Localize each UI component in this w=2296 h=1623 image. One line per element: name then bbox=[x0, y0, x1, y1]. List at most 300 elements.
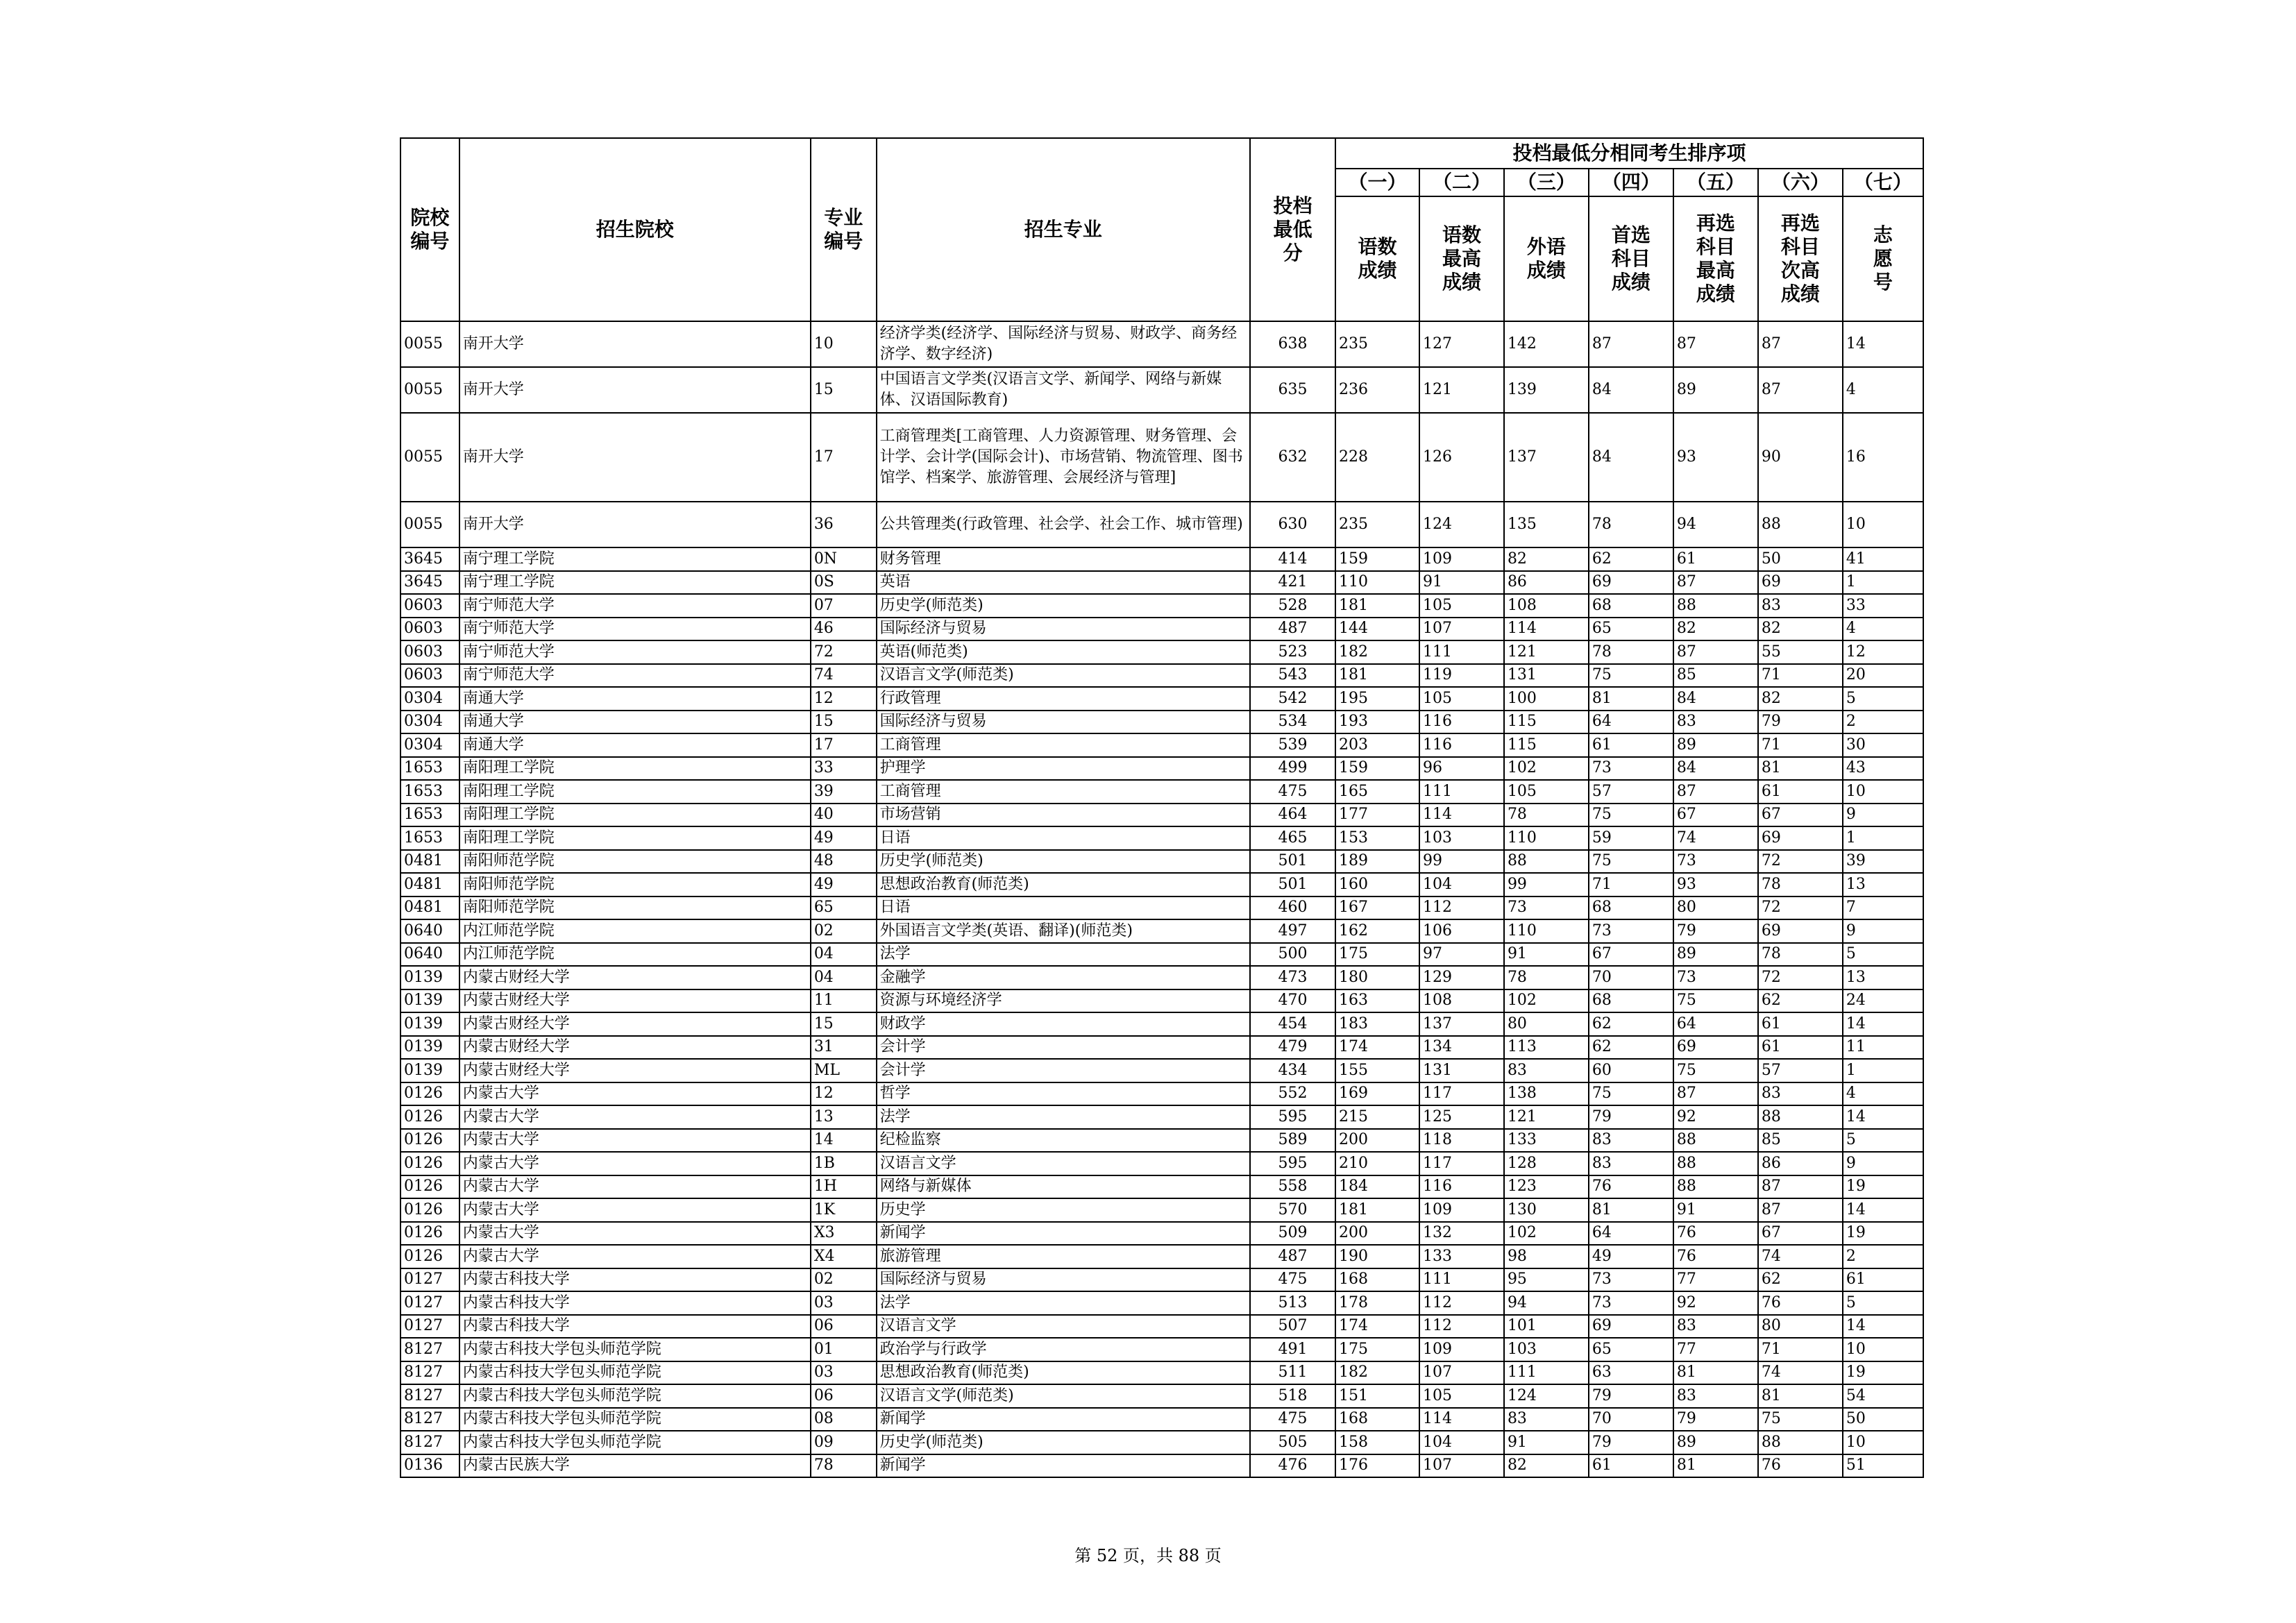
cell-school-name: 内蒙古财经大学 bbox=[459, 966, 811, 989]
cell-min-score: 518 bbox=[1250, 1384, 1335, 1408]
cell-school-code: 8127 bbox=[400, 1408, 459, 1431]
cell-major-name: 新闻学 bbox=[877, 1454, 1250, 1478]
cell-major-name: 法学 bbox=[877, 1291, 1250, 1315]
table-row bbox=[400, 1245, 1923, 1268]
cell-tiebreak-5: 89 bbox=[1673, 1431, 1758, 1454]
cell-tiebreak-4: 65 bbox=[1589, 1338, 1673, 1361]
cell-school-name: 南阳师范学院 bbox=[459, 897, 811, 920]
cell-school-code: 0304 bbox=[400, 711, 459, 734]
cell-school-code: 0481 bbox=[400, 897, 459, 920]
cell-tiebreak-7: 5 bbox=[1843, 687, 1923, 711]
cell-tiebreak-5: 77 bbox=[1673, 1338, 1758, 1361]
cell-min-score: 507 bbox=[1250, 1315, 1335, 1339]
cell-min-score: 497 bbox=[1250, 919, 1335, 943]
cell-min-score: 414 bbox=[1250, 547, 1335, 571]
cell-tiebreak-1: 236 bbox=[1335, 367, 1419, 413]
cell-tiebreak-6: 62 bbox=[1758, 1268, 1843, 1292]
cell-tiebreak-5: 88 bbox=[1673, 1152, 1758, 1175]
cell-tiebreak-6: 83 bbox=[1758, 1082, 1843, 1106]
header-min-score: 投档 最低 分 bbox=[1250, 138, 1335, 321]
cell-major-code: 01 bbox=[811, 1338, 877, 1361]
cell-school-name: 内蒙古大学 bbox=[459, 1175, 811, 1199]
table-row bbox=[400, 1082, 1923, 1106]
table-row bbox=[400, 1315, 1923, 1339]
cell-major-code: 11 bbox=[811, 989, 877, 1013]
cell-tiebreak-6: 87 bbox=[1758, 1198, 1843, 1222]
cell-tiebreak-4: 84 bbox=[1589, 413, 1673, 502]
table-row bbox=[400, 804, 1923, 827]
table-row bbox=[400, 1361, 1923, 1385]
cell-tiebreak-5: 92 bbox=[1673, 1291, 1758, 1315]
table-row bbox=[400, 826, 1923, 850]
cell-major-name: 日语 bbox=[877, 826, 1250, 850]
table-row bbox=[400, 1222, 1923, 1246]
cell-tiebreak-2: 103 bbox=[1419, 826, 1504, 850]
cell-tiebreak-6: 74 bbox=[1758, 1245, 1843, 1268]
cell-school-name: 内蒙古大学 bbox=[459, 1105, 811, 1129]
cell-school-code: 0126 bbox=[400, 1198, 459, 1222]
cell-tiebreak-3: 133 bbox=[1504, 1129, 1589, 1153]
cell-school-name: 南宁理工学院 bbox=[459, 547, 811, 571]
cell-tiebreak-5: 83 bbox=[1673, 1315, 1758, 1339]
cell-tiebreak-5: 87 bbox=[1673, 780, 1758, 804]
cell-tiebreak-5: 84 bbox=[1673, 687, 1758, 711]
cell-school-code: 0127 bbox=[400, 1268, 459, 1292]
cell-school-code: 3645 bbox=[400, 547, 459, 571]
cell-tiebreak-4: 70 bbox=[1589, 966, 1673, 989]
cell-school-code: 8127 bbox=[400, 1361, 459, 1385]
cell-tiebreak-3: 78 bbox=[1504, 966, 1589, 989]
cell-major-name: 英语 bbox=[877, 571, 1250, 595]
cell-tiebreak-4: 79 bbox=[1589, 1384, 1673, 1408]
cell-tiebreak-5: 84 bbox=[1673, 757, 1758, 781]
cell-tiebreak-6: 75 bbox=[1758, 1408, 1843, 1431]
cell-tiebreak-3: 86 bbox=[1504, 571, 1589, 595]
cell-tiebreak-6: 69 bbox=[1758, 919, 1843, 943]
cell-tiebreak-5: 80 bbox=[1673, 897, 1758, 920]
cell-major-code: 74 bbox=[811, 664, 877, 688]
table-row bbox=[400, 1129, 1923, 1153]
cell-tiebreak-2: 109 bbox=[1419, 1198, 1504, 1222]
cell-tiebreak-6: 67 bbox=[1758, 804, 1843, 827]
cell-tiebreak-5: 85 bbox=[1673, 664, 1758, 688]
cell-tiebreak-5: 87 bbox=[1673, 1082, 1758, 1106]
cell-school-code: 0126 bbox=[400, 1175, 459, 1199]
cell-tiebreak-1: 151 bbox=[1335, 1384, 1419, 1408]
cell-tiebreak-1: 174 bbox=[1335, 1315, 1419, 1339]
cell-major-code: 04 bbox=[811, 966, 877, 989]
cell-school-code: 0126 bbox=[400, 1105, 459, 1129]
cell-tiebreak-4: 62 bbox=[1589, 1036, 1673, 1060]
cell-tiebreak-5: 89 bbox=[1673, 943, 1758, 967]
cell-major-name: 英语(师范类) bbox=[877, 640, 1250, 664]
cell-tiebreak-1: 144 bbox=[1335, 618, 1419, 641]
cell-school-code: 1653 bbox=[400, 826, 459, 850]
table-row bbox=[400, 1454, 1923, 1478]
cell-school-code: 0136 bbox=[400, 1454, 459, 1478]
header-tiebreak-title: 投档最低分相同考生排序项 bbox=[1335, 138, 1923, 169]
table-row bbox=[400, 640, 1923, 664]
cell-tiebreak-5: 88 bbox=[1673, 594, 1758, 618]
cell-tiebreak-5: 91 bbox=[1673, 1198, 1758, 1222]
cell-tiebreak-4: 73 bbox=[1589, 919, 1673, 943]
header-tiebreak-index-5: （五） bbox=[1673, 169, 1758, 196]
table-row bbox=[400, 321, 1923, 367]
cell-tiebreak-4: 67 bbox=[1589, 943, 1673, 967]
cell-major-name: 旅游管理 bbox=[877, 1245, 1250, 1268]
cell-tiebreak-4: 81 bbox=[1589, 1198, 1673, 1222]
cell-tiebreak-6: 72 bbox=[1758, 966, 1843, 989]
cell-min-score: 501 bbox=[1250, 850, 1335, 874]
cell-tiebreak-4: 78 bbox=[1589, 502, 1673, 547]
cell-tiebreak-5: 73 bbox=[1673, 850, 1758, 874]
cell-tiebreak-3: 103 bbox=[1504, 1338, 1589, 1361]
cell-tiebreak-2: 106 bbox=[1419, 919, 1504, 943]
cell-min-score: 534 bbox=[1250, 711, 1335, 734]
cell-tiebreak-6: 81 bbox=[1758, 1384, 1843, 1408]
cell-tiebreak-5: 82 bbox=[1673, 618, 1758, 641]
table-row bbox=[400, 1012, 1923, 1036]
table-row bbox=[400, 1152, 1923, 1175]
cell-tiebreak-7: 51 bbox=[1843, 1454, 1923, 1478]
cell-tiebreak-7: 10 bbox=[1843, 502, 1923, 547]
cell-tiebreak-2: 104 bbox=[1419, 873, 1504, 897]
table-row bbox=[400, 618, 1923, 641]
cell-tiebreak-1: 200 bbox=[1335, 1129, 1419, 1153]
cell-school-name: 南开大学 bbox=[459, 502, 811, 547]
cell-tiebreak-5: 88 bbox=[1673, 1129, 1758, 1153]
cell-tiebreak-7: 5 bbox=[1843, 1291, 1923, 1315]
cell-tiebreak-6: 71 bbox=[1758, 733, 1843, 757]
cell-tiebreak-4: 84 bbox=[1589, 367, 1673, 413]
cell-tiebreak-1: 180 bbox=[1335, 966, 1419, 989]
cell-major-code: 15 bbox=[811, 367, 877, 413]
cell-tiebreak-4: 65 bbox=[1589, 618, 1673, 641]
cell-tiebreak-4: 62 bbox=[1589, 547, 1673, 571]
cell-school-name: 内蒙古财经大学 bbox=[459, 1059, 811, 1082]
header-major-code: 专业 编号 bbox=[811, 138, 877, 321]
cell-tiebreak-6: 78 bbox=[1758, 873, 1843, 897]
cell-major-code: 31 bbox=[811, 1036, 877, 1060]
cell-tiebreak-4: 57 bbox=[1589, 780, 1673, 804]
cell-school-code: 0127 bbox=[400, 1315, 459, 1339]
cell-tiebreak-1: 155 bbox=[1335, 1059, 1419, 1082]
table-row bbox=[400, 966, 1923, 989]
cell-tiebreak-4: 64 bbox=[1589, 711, 1673, 734]
cell-min-score: 475 bbox=[1250, 1408, 1335, 1431]
cell-school-name: 内蒙古科技大学包头师范学院 bbox=[459, 1361, 811, 1385]
cell-school-code: 0304 bbox=[400, 687, 459, 711]
cell-major-code: 13 bbox=[811, 1105, 877, 1129]
table-row bbox=[400, 1105, 1923, 1129]
cell-min-score: 509 bbox=[1250, 1222, 1335, 1246]
cell-school-name: 内蒙古大学 bbox=[459, 1082, 811, 1106]
table-row bbox=[400, 943, 1923, 967]
cell-tiebreak-7: 41 bbox=[1843, 547, 1923, 571]
cell-tiebreak-1: 168 bbox=[1335, 1408, 1419, 1431]
cell-school-name: 内蒙古科技大学包头师范学院 bbox=[459, 1408, 811, 1431]
cell-min-score: 491 bbox=[1250, 1338, 1335, 1361]
cell-major-code: 72 bbox=[811, 640, 877, 664]
cell-tiebreak-3: 100 bbox=[1504, 687, 1589, 711]
cell-school-code: 0481 bbox=[400, 850, 459, 874]
cell-tiebreak-1: 235 bbox=[1335, 502, 1419, 547]
cell-school-name: 南阳师范学院 bbox=[459, 850, 811, 874]
cell-tiebreak-2: 117 bbox=[1419, 1082, 1504, 1106]
cell-min-score: 632 bbox=[1250, 413, 1335, 502]
table-row bbox=[400, 664, 1923, 688]
cell-tiebreak-2: 125 bbox=[1419, 1105, 1504, 1129]
header-tiebreak-label-6: 再选 科目 次高 成绩 bbox=[1758, 196, 1843, 321]
cell-tiebreak-1: 158 bbox=[1335, 1431, 1419, 1454]
cell-tiebreak-2: 96 bbox=[1419, 757, 1504, 781]
cell-school-code: 1653 bbox=[400, 757, 459, 781]
cell-tiebreak-7: 1 bbox=[1843, 1059, 1923, 1082]
cell-school-code: 0139 bbox=[400, 1012, 459, 1036]
cell-tiebreak-6: 72 bbox=[1758, 850, 1843, 874]
cell-tiebreak-2: 105 bbox=[1419, 687, 1504, 711]
cell-tiebreak-1: 159 bbox=[1335, 547, 1419, 571]
cell-tiebreak-5: 93 bbox=[1673, 413, 1758, 502]
cell-tiebreak-7: 7 bbox=[1843, 897, 1923, 920]
cell-school-name: 南开大学 bbox=[459, 367, 811, 413]
cell-school-code: 3645 bbox=[400, 571, 459, 595]
cell-tiebreak-3: 94 bbox=[1504, 1291, 1589, 1315]
cell-min-score: 595 bbox=[1250, 1152, 1335, 1175]
cell-min-score: 454 bbox=[1250, 1012, 1335, 1036]
cell-school-code: 0126 bbox=[400, 1222, 459, 1246]
cell-school-code: 0481 bbox=[400, 873, 459, 897]
cell-major-name: 汉语言文学 bbox=[877, 1152, 1250, 1175]
cell-tiebreak-7: 14 bbox=[1843, 1105, 1923, 1129]
cell-tiebreak-7: 4 bbox=[1843, 1082, 1923, 1106]
header-tiebreak-index-3: （三） bbox=[1504, 169, 1589, 196]
cell-tiebreak-4: 68 bbox=[1589, 989, 1673, 1013]
cell-major-code: X4 bbox=[811, 1245, 877, 1268]
table-row bbox=[400, 733, 1923, 757]
cell-tiebreak-2: 127 bbox=[1419, 321, 1504, 367]
cell-tiebreak-6: 79 bbox=[1758, 711, 1843, 734]
cell-school-name: 内蒙古科技大学包头师范学院 bbox=[459, 1384, 811, 1408]
cell-major-code: 07 bbox=[811, 594, 877, 618]
cell-tiebreak-5: 93 bbox=[1673, 873, 1758, 897]
cell-tiebreak-3: 121 bbox=[1504, 1105, 1589, 1129]
cell-tiebreak-2: 108 bbox=[1419, 989, 1504, 1013]
cell-school-name: 内蒙古科技大学包头师范学院 bbox=[459, 1338, 811, 1361]
cell-tiebreak-6: 61 bbox=[1758, 1036, 1843, 1060]
cell-min-score: 543 bbox=[1250, 664, 1335, 688]
cell-school-name: 南宁师范大学 bbox=[459, 640, 811, 664]
cell-min-score: 552 bbox=[1250, 1082, 1335, 1106]
cell-school-name: 内江师范学院 bbox=[459, 943, 811, 967]
cell-tiebreak-3: 138 bbox=[1504, 1082, 1589, 1106]
cell-major-name: 财务管理 bbox=[877, 547, 1250, 571]
cell-tiebreak-2: 134 bbox=[1419, 1036, 1504, 1060]
cell-min-score: 539 bbox=[1250, 733, 1335, 757]
cell-major-code: 39 bbox=[811, 780, 877, 804]
table-row bbox=[400, 1384, 1923, 1408]
cell-tiebreak-7: 14 bbox=[1843, 1012, 1923, 1036]
cell-tiebreak-1: 177 bbox=[1335, 804, 1419, 827]
cell-tiebreak-3: 115 bbox=[1504, 733, 1589, 757]
cell-tiebreak-3: 102 bbox=[1504, 1222, 1589, 1246]
cell-tiebreak-2: 126 bbox=[1419, 413, 1504, 502]
cell-major-name: 工商管理 bbox=[877, 733, 1250, 757]
table-row bbox=[400, 547, 1923, 571]
cell-tiebreak-2: 116 bbox=[1419, 711, 1504, 734]
cell-tiebreak-4: 69 bbox=[1589, 571, 1673, 595]
cell-major-code: 0S bbox=[811, 571, 877, 595]
cell-tiebreak-4: 73 bbox=[1589, 1268, 1673, 1292]
cell-tiebreak-7: 11 bbox=[1843, 1036, 1923, 1060]
header-tiebreak-index-4: （四） bbox=[1589, 169, 1673, 196]
cell-school-code: 1653 bbox=[400, 780, 459, 804]
cell-major-name: 资源与环境经济学 bbox=[877, 989, 1250, 1013]
table-row bbox=[400, 1338, 1923, 1361]
cell-min-score: 558 bbox=[1250, 1175, 1335, 1199]
cell-tiebreak-2: 112 bbox=[1419, 1315, 1504, 1339]
cell-tiebreak-6: 69 bbox=[1758, 571, 1843, 595]
cell-tiebreak-5: 76 bbox=[1673, 1245, 1758, 1268]
cell-tiebreak-4: 60 bbox=[1589, 1059, 1673, 1082]
cell-tiebreak-1: 168 bbox=[1335, 1268, 1419, 1292]
table-row bbox=[400, 571, 1923, 595]
cell-school-code: 0139 bbox=[400, 966, 459, 989]
cell-tiebreak-1: 178 bbox=[1335, 1291, 1419, 1315]
cell-tiebreak-2: 116 bbox=[1419, 1175, 1504, 1199]
cell-school-code: 0126 bbox=[400, 1152, 459, 1175]
cell-min-score: 523 bbox=[1250, 640, 1335, 664]
cell-school-code: 0126 bbox=[400, 1245, 459, 1268]
header-school-code: 院校 编号 bbox=[400, 138, 459, 321]
cell-major-code: 02 bbox=[811, 919, 877, 943]
cell-school-code: 0126 bbox=[400, 1129, 459, 1153]
table-row bbox=[400, 594, 1923, 618]
cell-school-name: 南通大学 bbox=[459, 711, 811, 734]
cell-min-score: 500 bbox=[1250, 943, 1335, 967]
cell-school-code: 0640 bbox=[400, 919, 459, 943]
cell-tiebreak-1: 228 bbox=[1335, 413, 1419, 502]
cell-school-name: 内蒙古民族大学 bbox=[459, 1454, 811, 1478]
cell-major-code: 06 bbox=[811, 1315, 877, 1339]
table-row bbox=[400, 1059, 1923, 1082]
cell-min-score: 638 bbox=[1250, 321, 1335, 367]
cell-tiebreak-6: 61 bbox=[1758, 1012, 1843, 1036]
cell-school-code: 0055 bbox=[400, 413, 459, 502]
cell-tiebreak-4: 75 bbox=[1589, 804, 1673, 827]
cell-major-code: 06 bbox=[811, 1384, 877, 1408]
cell-major-name: 汉语言文学(师范类) bbox=[877, 664, 1250, 688]
cell-major-name: 汉语言文学(师范类) bbox=[877, 1384, 1250, 1408]
cell-tiebreak-1: 183 bbox=[1335, 1012, 1419, 1036]
cell-tiebreak-3: 99 bbox=[1504, 873, 1589, 897]
cell-major-code: 03 bbox=[811, 1361, 877, 1385]
cell-tiebreak-6: 87 bbox=[1758, 321, 1843, 367]
cell-tiebreak-2: 112 bbox=[1419, 1291, 1504, 1315]
cell-tiebreak-1: 165 bbox=[1335, 780, 1419, 804]
cell-school-code: 0603 bbox=[400, 664, 459, 688]
cell-tiebreak-4: 75 bbox=[1589, 664, 1673, 688]
cell-min-score: 470 bbox=[1250, 989, 1335, 1013]
cell-major-code: 65 bbox=[811, 897, 877, 920]
cell-school-name: 南阳师范学院 bbox=[459, 873, 811, 897]
table-row bbox=[400, 897, 1923, 920]
cell-major-name: 中国语言文学类(汉语言文学、新闻学、网络与新媒体、汉语国际教育) bbox=[877, 367, 1250, 413]
table-header bbox=[400, 138, 1923, 321]
cell-tiebreak-6: 50 bbox=[1758, 547, 1843, 571]
table-row bbox=[400, 1198, 1923, 1222]
cell-tiebreak-2: 111 bbox=[1419, 780, 1504, 804]
cell-min-score: 630 bbox=[1250, 502, 1335, 547]
cell-tiebreak-3: 111 bbox=[1504, 1361, 1589, 1385]
cell-tiebreak-3: 102 bbox=[1504, 989, 1589, 1013]
cell-school-name: 内江师范学院 bbox=[459, 919, 811, 943]
cell-major-code: 46 bbox=[811, 618, 877, 641]
cell-tiebreak-6: 55 bbox=[1758, 640, 1843, 664]
cell-major-name: 行政管理 bbox=[877, 687, 1250, 711]
cell-tiebreak-4: 75 bbox=[1589, 1082, 1673, 1106]
cell-tiebreak-2: 121 bbox=[1419, 367, 1504, 413]
header-tiebreak-index-7: （七） bbox=[1843, 169, 1923, 196]
cell-tiebreak-3: 131 bbox=[1504, 664, 1589, 688]
table-row bbox=[400, 1036, 1923, 1060]
cell-tiebreak-1: 195 bbox=[1335, 687, 1419, 711]
cell-school-name: 内蒙古财经大学 bbox=[459, 989, 811, 1013]
cell-tiebreak-4: 79 bbox=[1589, 1105, 1673, 1129]
cell-tiebreak-7: 20 bbox=[1843, 664, 1923, 688]
table-row bbox=[400, 1408, 1923, 1431]
cell-tiebreak-3: 73 bbox=[1504, 897, 1589, 920]
cell-major-code: 10 bbox=[811, 321, 877, 367]
cell-tiebreak-7: 61 bbox=[1843, 1268, 1923, 1292]
cell-min-score: 542 bbox=[1250, 687, 1335, 711]
cell-min-score: 475 bbox=[1250, 1268, 1335, 1292]
cell-min-score: 513 bbox=[1250, 1291, 1335, 1315]
cell-major-name: 工商管理 bbox=[877, 780, 1250, 804]
cell-tiebreak-3: 114 bbox=[1504, 618, 1589, 641]
cell-tiebreak-4: 59 bbox=[1589, 826, 1673, 850]
header-school-name: 招生院校 bbox=[459, 138, 811, 321]
cell-major-name: 日语 bbox=[877, 897, 1250, 920]
header-tiebreak-label-1: 语数 成绩 bbox=[1335, 196, 1419, 321]
cell-major-name: 国际经济与贸易 bbox=[877, 711, 1250, 734]
table-row bbox=[400, 367, 1923, 413]
cell-major-code: 17 bbox=[811, 733, 877, 757]
cell-tiebreak-3: 110 bbox=[1504, 826, 1589, 850]
cell-major-code: 48 bbox=[811, 850, 877, 874]
cell-tiebreak-5: 81 bbox=[1673, 1361, 1758, 1385]
cell-tiebreak-6: 71 bbox=[1758, 1338, 1843, 1361]
cell-tiebreak-1: 182 bbox=[1335, 640, 1419, 664]
cell-tiebreak-7: 10 bbox=[1843, 1431, 1923, 1454]
cell-tiebreak-1: 162 bbox=[1335, 919, 1419, 943]
table-row bbox=[400, 850, 1923, 874]
cell-major-code: X3 bbox=[811, 1222, 877, 1246]
cell-min-score: 570 bbox=[1250, 1198, 1335, 1222]
table-row bbox=[400, 873, 1923, 897]
cell-tiebreak-1: 169 bbox=[1335, 1082, 1419, 1106]
cell-min-score: 465 bbox=[1250, 826, 1335, 850]
cell-tiebreak-5: 83 bbox=[1673, 711, 1758, 734]
cell-school-code: 0055 bbox=[400, 321, 459, 367]
cell-school-name: 南通大学 bbox=[459, 733, 811, 757]
cell-major-name: 市场营销 bbox=[877, 804, 1250, 827]
cell-tiebreak-2: 105 bbox=[1419, 1384, 1504, 1408]
cell-tiebreak-6: 81 bbox=[1758, 757, 1843, 781]
cell-tiebreak-7: 5 bbox=[1843, 1129, 1923, 1153]
cell-tiebreak-3: 95 bbox=[1504, 1268, 1589, 1292]
cell-tiebreak-1: 184 bbox=[1335, 1175, 1419, 1199]
